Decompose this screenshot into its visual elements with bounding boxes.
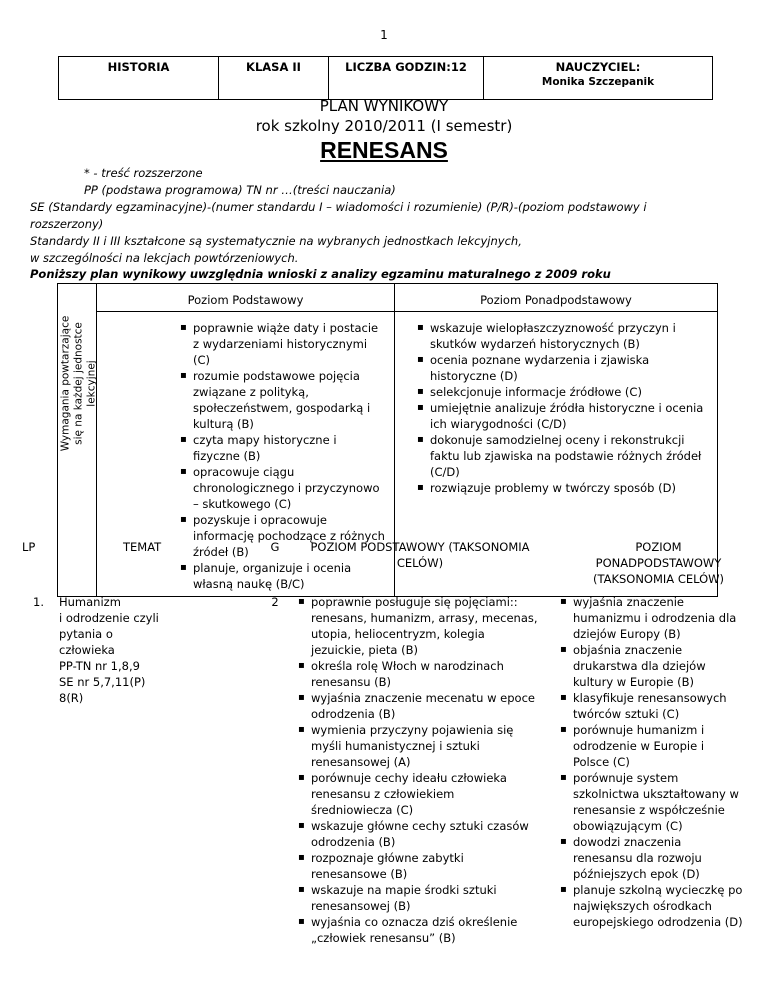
topic-line: PP-TN nr 1,8,9 <box>59 659 140 673</box>
list-item: ▪ porównuje humanizm i odrodzenie w Europie i Polsce (C) <box>560 722 743 770</box>
page-number: 1 <box>380 28 388 42</box>
teacher-label: NAUCZYCIEL: <box>555 60 641 74</box>
topic-line: i odrodzenie czyli <box>59 611 159 625</box>
vertical-label: Wymagania powtarzające się na każdej jednostce lekcyjnej <box>59 315 98 452</box>
advanced-level-header: Poziom Ponadpodstawowy <box>395 284 718 312</box>
topic-line: SE nr 5,7,11(P) <box>59 675 146 689</box>
teacher-cell <box>484 57 713 100</box>
list-item: ▪ umiejętnie analizuje źródła historyczne i ocenia ich wiarygodności (C/D) <box>417 400 713 432</box>
list-item: ▪ planuje, organizuje i ocenia własną naukę (B/C) <box>180 560 386 592</box>
list-item: ▪ wyjaśnia znaczenie mecenatu w epoce odrodzenia (B) <box>298 690 538 722</box>
list-item: ▪ wskazuje wielopłaszczyznowość przyczyn i skutków wydarzeń historycznych (B) <box>417 320 713 352</box>
basic-level-header: Poziom Podstawowy <box>97 284 395 312</box>
note-line: w szczególności na lekcjach powtórzeniowych. <box>30 251 299 265</box>
list-item: ▪ wskazuje główne cechy sztuki czasów odrodzenia (B) <box>298 818 538 850</box>
school-year: rok szkolny 2010/2011 (I semestr) <box>255 117 513 135</box>
teacher-name: Monika Szczepanik <box>541 76 655 88</box>
list-item: ▪ rozwiązuje problemy w twórczy sposób (D) <box>417 480 713 496</box>
list-item: ▪ poprawnie wiąże daty i postacie z wydarzeniami historycznymi (C) <box>180 320 386 368</box>
topic-line: pytania o <box>59 627 113 641</box>
list-item: ▪ pozyskuje i opracowuje informację pochodzące z różnych źródeł (B) <box>180 512 386 560</box>
topic-line: 8(R) <box>59 691 84 705</box>
list-item: ▪ ocenia poznane wydarzenia i zjawiska historyczne (D) <box>417 352 713 384</box>
plan-title: PLAN WYNIKOWY <box>319 97 449 115</box>
list-item: ▪ rozpoznaje główne zabytki renesansowe (B) <box>298 850 538 882</box>
lp-cell: 1. <box>33 595 44 609</box>
topic-line: człowieka <box>59 643 115 657</box>
list-item: ▪ klasyfikuje renesansowych twórców sztuki (C) <box>560 690 743 722</box>
basic-goals-cell <box>296 588 544 947</box>
note-line: Standardy II i III kształcone są systematycznie na wybranych jednostkach lekcyjnych, <box>30 234 522 248</box>
header-table <box>58 56 713 100</box>
advanced-requirements-list <box>417 320 713 496</box>
lp-header: LP <box>22 540 36 554</box>
subject-cell <box>59 57 219 100</box>
topic-header-label: TEMAT <box>123 540 162 554</box>
list-item: ▪ rozumie podstawowe pojęcia związane z polityką, społeczeństwem, gospodarką i kulturą (B) <box>180 368 386 432</box>
list-item: ▪ porównuje system szkolnictwa ukształtowany w renesansie z współcześnie obowiązującym (C) <box>560 770 743 834</box>
list-item: ▪ wyjaśnia co oznacza dziś określenie „człowiek renesansu” (B) <box>298 914 538 946</box>
topic-line: Humanizm <box>59 595 121 609</box>
list-item: ▪ dokonuje samodzielnej oceny i rekonstrukcji faktu lub zjawiska na podstawie różnych źródeł (C/D) <box>417 432 713 480</box>
subject: HISTORIA <box>107 60 170 74</box>
topic-cell <box>53 588 254 947</box>
note-line: PP (podstawa programowa) TN nr …(treści nauczania) <box>84 183 396 197</box>
note-line: SE (Standardy egzaminacyjne)-(numer standardu I – wiadomości i rozumienie) (P/R)-(poziom podstawowy i <box>30 200 647 214</box>
main-title: RENESANS <box>320 137 448 163</box>
lesson-table <box>21 533 744 947</box>
list-item: ▪ opracowuje ciągu chronologicznego i przyczynowo – skutkowego (C) <box>180 464 386 512</box>
basic-goals-list <box>298 594 538 946</box>
table-row <box>21 588 744 947</box>
hours-label: LICZBA GODZIN:12 <box>345 60 467 74</box>
advanced-goals-list <box>560 594 743 930</box>
list-item: ▪ określa rolę Włoch w narodzinach renesansu (B) <box>298 658 538 690</box>
basic-header: POZIOM PODSTAWOWY (TAKSONOMIA CELÓW) <box>310 540 530 570</box>
topic-header <box>53 533 254 588</box>
advanced-goals-cell <box>544 588 744 947</box>
list-item: ▪ wskazuje na mapie środki sztuki renesansowej (B) <box>298 882 538 914</box>
note-bold-line: Poniższy plan wynikowy uwzględnia wnioski z analizy egzaminu maturalnego z 2009 roku <box>30 267 611 281</box>
g-header: G <box>270 540 280 554</box>
list-item: ▪ wymienia przyczyny pojawienia się myśli humanistycznej i sztuki renesansowej (A) <box>298 722 538 770</box>
list-item: ▪ selekcjonuje informacje źródłowe (C) <box>417 384 713 400</box>
hours-cell <box>329 57 484 100</box>
note-line: rozszerzony) <box>30 217 104 231</box>
list-item: ▪ objaśnia znaczenie drukarstwa dla dziejów kultury w Europie (B) <box>560 642 743 690</box>
list-item: ▪ poprawnie posługuje się pojęciami:: renesans, humanizm, arrasy, mecenas, utopia, heliocentryzm, kolegia jezuickie, pieta (B) <box>298 594 538 658</box>
list-item: ▪ wyjaśnia znaczenie humanizmu i odrodzenia dla dziejów Europy (B) <box>560 594 743 642</box>
list-item: ▪ planuje szkolną wycieczkę po największych ośrodkach europejskiego odrodzenia (D) <box>560 882 743 930</box>
list-item: ▪ czyta mapy historyczne i fizyczne (B) <box>180 432 386 464</box>
list-item: ▪ dowodzi znaczenia renesansu dla rozwoju późniejszych epok (D) <box>560 834 743 882</box>
note-line: * - treść rozszerzone <box>84 166 203 180</box>
class-cell <box>219 57 329 100</box>
g-cell: 2 <box>271 595 279 609</box>
table-header-row <box>21 533 744 588</box>
list-item: ▪ porównuje cechy ideału człowieka renesansu z człowiekiem średniowiecza (C) <box>298 770 538 818</box>
advanced-header: POZIOM PONADPODSTAWOWY (TAKSONOMIA CELÓW) <box>592 540 725 586</box>
class-label: KLASA II <box>246 60 301 74</box>
